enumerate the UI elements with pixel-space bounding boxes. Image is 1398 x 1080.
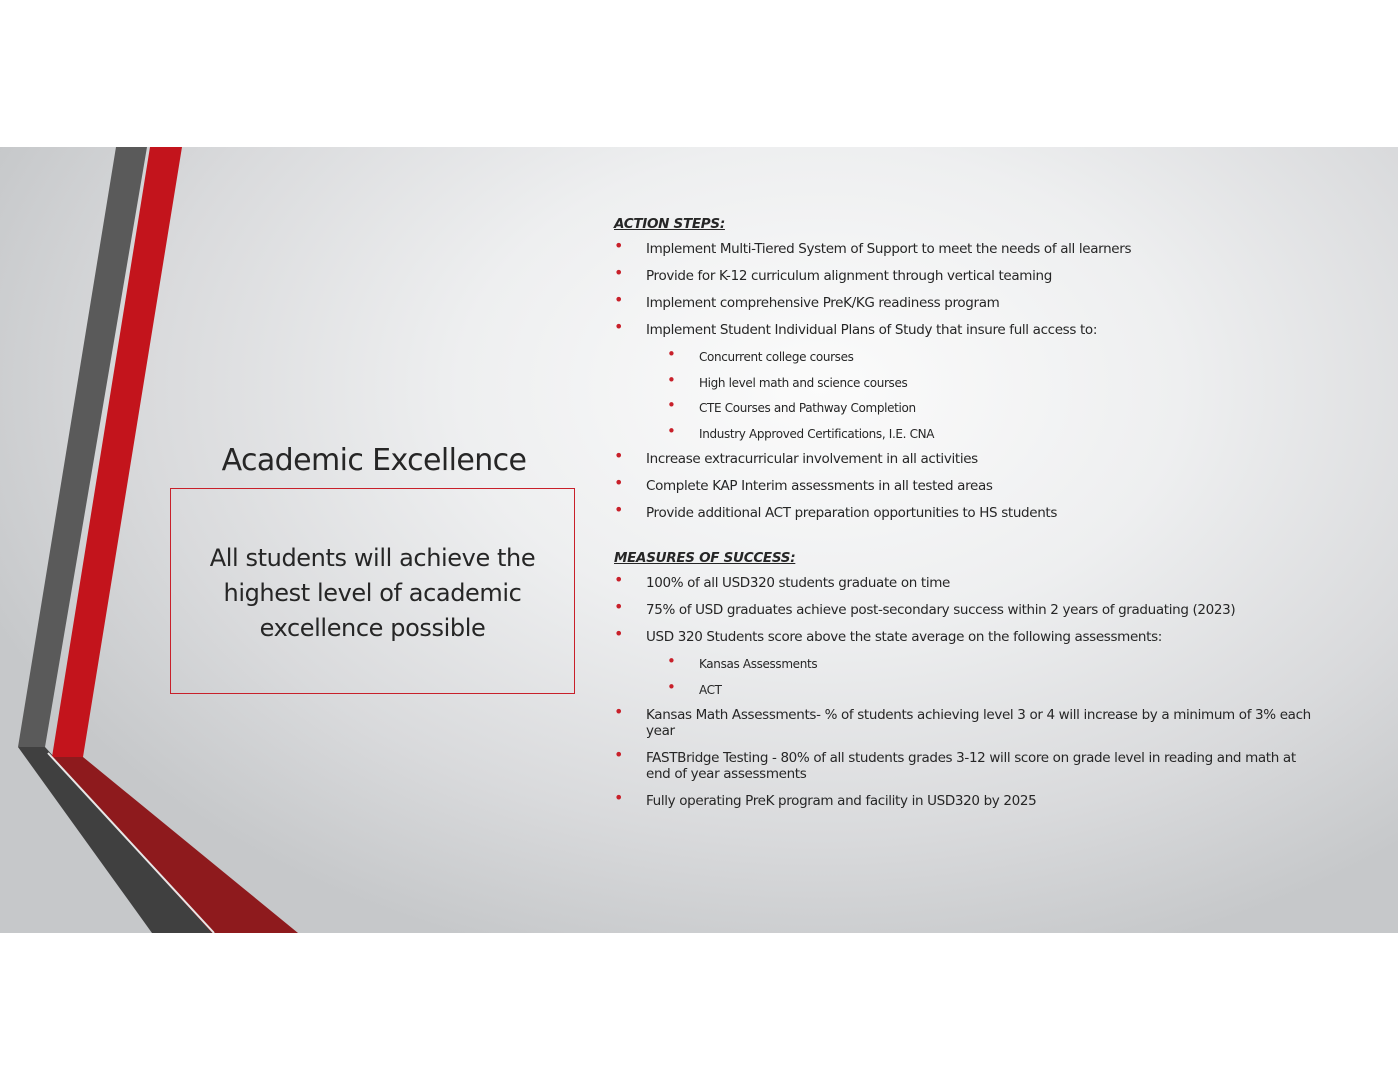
slide-title: Academic Excellence	[221, 443, 527, 478]
bullet-item: • Implement comprehensive PreK/KG readiness program	[614, 295, 1334, 311]
sub-bullet-item: • Kansas Assessments	[614, 656, 1334, 672]
sub-bullet-item: • ACT	[614, 682, 1334, 698]
sub-bullet-item: • CTE Courses and Pathway Completion	[614, 400, 1334, 416]
bullet-item: • Implement Student Individual Plans of Study that insure full access to:	[614, 322, 1334, 338]
measures-list	[614, 575, 1334, 809]
bullet-item: • FASTBridge Testing - 80% of all students grades 3-12 will score on grade level in reading and math at end of year assessments	[614, 750, 1334, 782]
bullet-item: • Kansas Math Assessments- % of students achieving level 3 or 4 will increase by a minimum of 3% each year	[614, 707, 1334, 739]
slide	[0, 147, 1398, 933]
bullet-item: • 75% of USD graduates achieve post-secondary success within 2 years of graduating (2023)	[614, 602, 1334, 618]
action-steps-list	[614, 241, 1334, 521]
stripe-highlight	[48, 753, 214, 933]
measures-heading: MEASURES OF SUCCESS:	[614, 550, 796, 566]
sub-bullet-item: • Concurrent college courses	[614, 349, 1334, 365]
bullet-item: • 100% of all USD320 students graduate on time	[614, 575, 1334, 591]
sub-bullet-item: • High level math and science courses	[614, 375, 1334, 391]
goal-box	[170, 488, 575, 694]
bullet-item: • Provide for K-12 curriculum alignment through vertical teaming	[614, 268, 1334, 284]
bullet-item: • Provide additional ACT preparation opportunities to HS students	[614, 505, 1334, 521]
action-steps-heading: ACTION STEPS:	[614, 216, 725, 232]
bullet-item: • Complete KAP Interim assessments in all tested areas	[614, 478, 1334, 494]
bullet-item: • USD 320 Students score above the state average on the following assessments:	[614, 629, 1334, 645]
bullet-item: • Fully operating PreK program and facility in USD320 by 2025	[614, 793, 1334, 809]
content-column	[614, 214, 1334, 820]
goal-statement: All students will achieve the highest level of academic excellence possible	[209, 544, 536, 642]
bullet-item: • Implement Multi-Tiered System of Support to meet the needs of all learners	[614, 241, 1334, 257]
sub-bullet-item: • Industry Approved Certifications, I.E. CNA	[614, 426, 1334, 442]
bullet-item: • Increase extracurricular involvement in all activities	[614, 451, 1334, 467]
gray-stripe-lower	[18, 747, 215, 933]
